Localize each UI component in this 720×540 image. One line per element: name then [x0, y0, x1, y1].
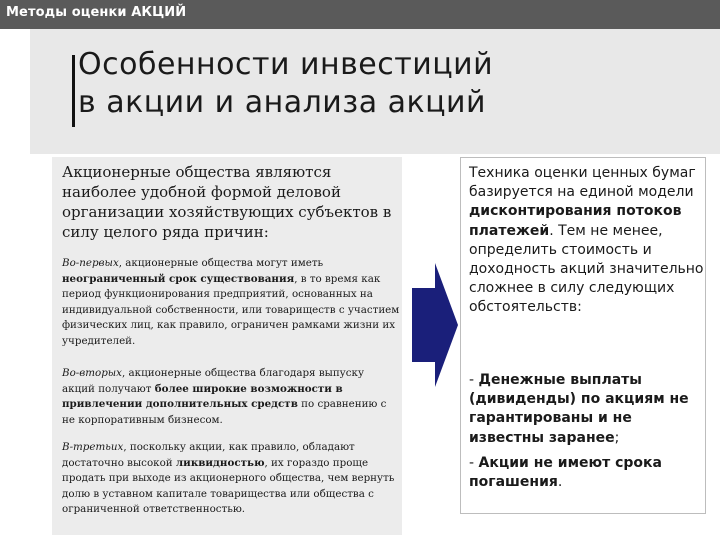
bullet-dividends-end: ;	[614, 429, 620, 446]
valuation-text-start: Техника оценки ценных бумаг базируется на единой модели	[469, 165, 696, 201]
reason-first-lead: Во-первых	[62, 257, 119, 269]
valuation-paragraph	[469, 164, 705, 318]
reason-first-emphasis: неограниченный срок существования	[62, 272, 295, 285]
header-bar	[0, 0, 720, 29]
valuation-text-end: . Тем не менее, определить стоимость и доходность акций значительно сложнее в силу следующих обстоятельств:	[469, 222, 704, 316]
bullet-no-maturity	[469, 454, 705, 492]
bullet-dividends	[469, 371, 705, 448]
bullet-dividends-dash: -	[469, 372, 479, 388]
bullet-dividends-text: Денежные выплаты (дивиденды) по акциям не гарантированы и не известны заранее	[469, 372, 689, 446]
reason-second-emphasis: более широкие возможности в привлечении дополнительных средств	[62, 382, 343, 411]
reason-third-text-end: , их гораздо проще продать при выходе из акционерного общества, чем вернуть долю в уставном капитале товарищества или общества с ограниченной ответственностью.	[62, 456, 395, 516]
bullet-no-maturity-end: .	[557, 474, 563, 491]
reason-second-lead: Во-вторых	[62, 367, 122, 379]
reason-third-paragraph	[62, 440, 400, 518]
reason-third-lead: В-третьих	[62, 441, 124, 453]
reason-first-text-start: , акционерные общества могут иметь	[118, 257, 324, 269]
right-arrow-icon	[412, 263, 458, 387]
reason-second-text-start: , акционерные общества благодаря выпуску акций получают	[62, 367, 365, 395]
title-rule	[72, 55, 75, 127]
slide-title-line-2: в акции и анализа акций	[78, 85, 487, 120]
bullet-no-maturity-text: Акции не имеют срока погашения	[469, 455, 662, 491]
reason-first-paragraph	[62, 256, 400, 350]
bullet-no-maturity-dash: -	[469, 455, 479, 471]
slide-title	[78, 46, 493, 122]
header-label: Методы оценки АКЦИЙ	[6, 5, 187, 20]
slide-title-line-1: Особенности инвестиций	[78, 47, 494, 82]
intro-paragraph: Акционерные общества являются наиболее удобной формой деловой организации хозяйствующих субъектов в силу целого ряда причин:	[62, 163, 392, 241]
reason-first-text-end: , в то время как период функционирования предприятий, основанных на индивидуальной собственности, или товариществ с участием физических лиц, как правило, ограничен рамками жизни их учредителей.	[62, 272, 400, 347]
reason-second-paragraph	[62, 366, 400, 428]
valuation-emphasis: дисконтирования потоков платежей	[469, 203, 682, 239]
reason-third-emphasis: ликвидностью	[175, 456, 265, 469]
reason-second-text-end: по сравнению с не корпоративным бизнесом.	[62, 398, 387, 426]
reason-third-text-start: , поскольку акции, как правило, обладают достаточно высокой	[62, 441, 355, 469]
